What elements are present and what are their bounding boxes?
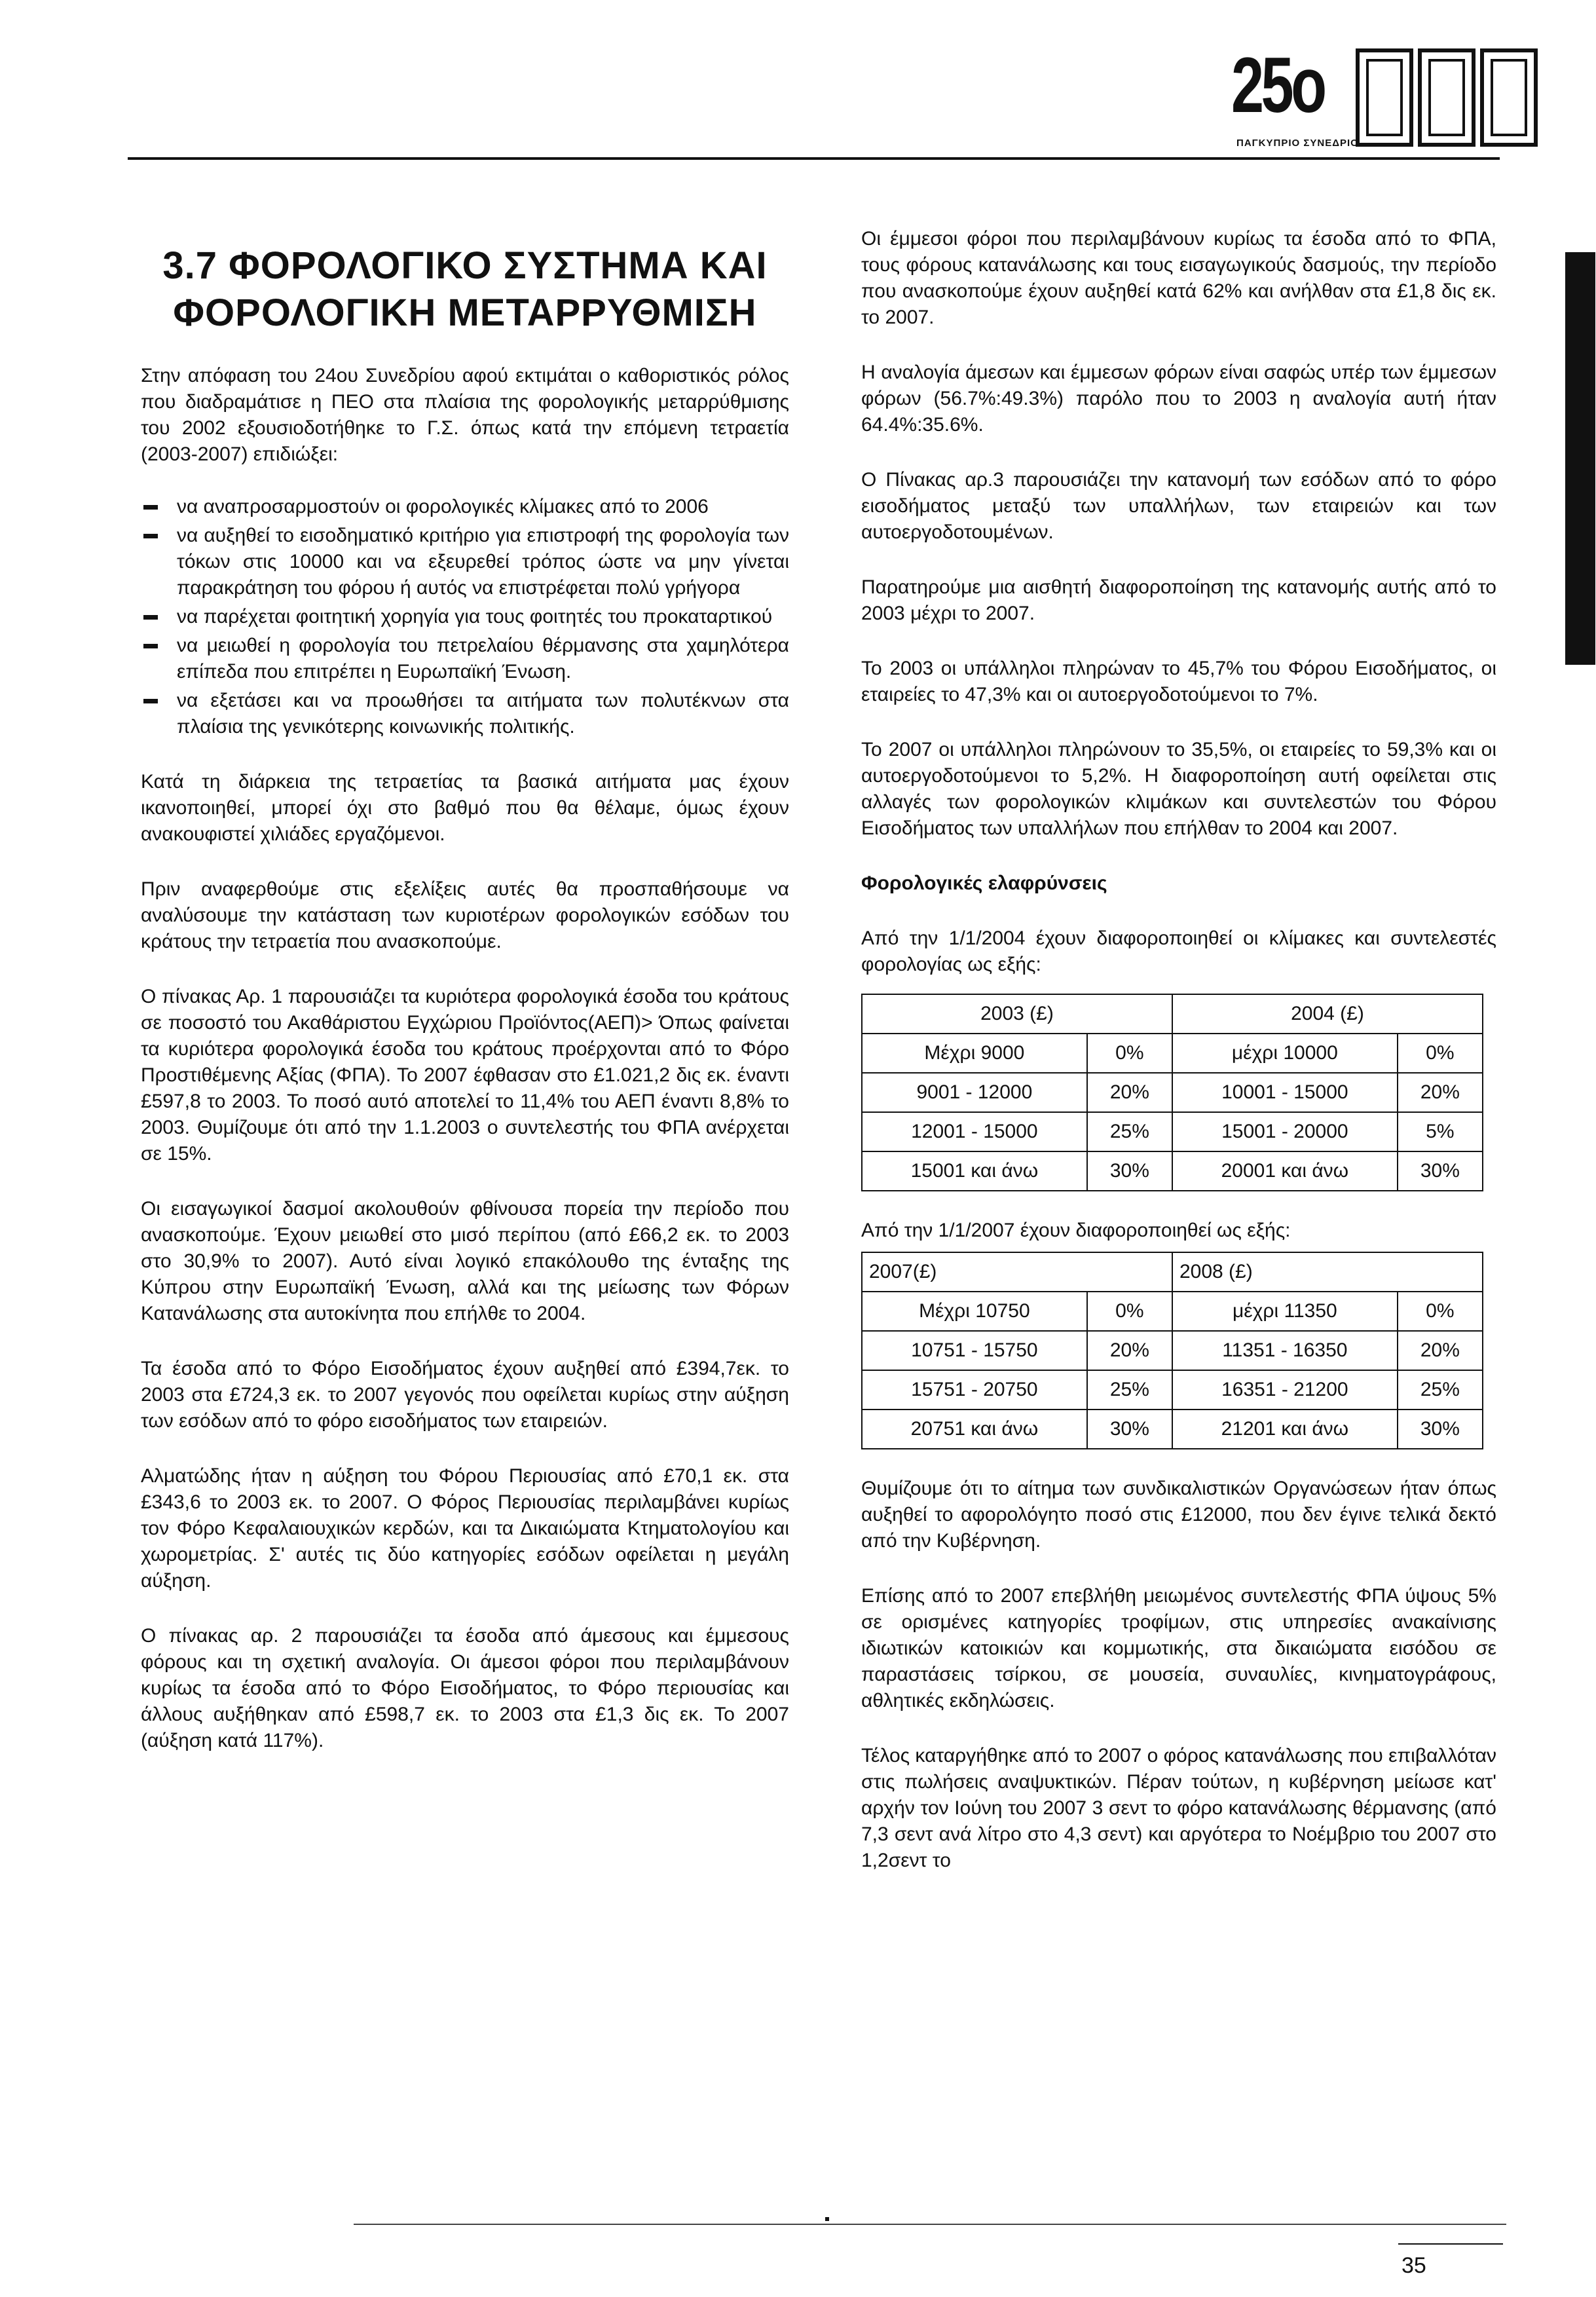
body-paragraph: Το 2007 οι υπάλληλοι πληρώνουν το 35,5%, οι εταιρείες το 59,3% και οι αυτοεργοδοτούμενοι το 5,2%. Η διαφοροποίηση αυτή οφείλεται στις αλλαγές των φορολογικών κλιμάκων και συντελεστών του Φόρου Εισοδήματος των υπαλλήλων που επήλθαν το 2004 και 2007. [861, 739, 1496, 839]
table-row [862, 1112, 1483, 1151]
table-cell: 25% [1087, 1370, 1172, 1410]
table-header-cell: 2007(£) [862, 1252, 1172, 1292]
table-cell: 15751 - 20750 [862, 1370, 1087, 1410]
table-cell: 0% [1087, 1034, 1172, 1073]
table-row [862, 1292, 1483, 1331]
body-paragraph: Επίσης από το 2007 επεβλήθη μειωμένος συντελεστής ΦΠΑ ύψους 5% σε ορισμένες κατηγορίες τροφίμων, στις υπηρεσίες ανακαίνισης ιδιωτικών κατοικιών και κομμωτικής, στα δικαιώματα εισόδου σε παραστάσεις τσίρκου, σε μουσεία, συναυλίες, κινηματογράφους, αθλητικές εκδηλώσεις. [861, 1585, 1496, 1711]
logo-letter-box [1356, 48, 1413, 147]
page-number: 35 [1401, 2253, 1426, 2278]
table-cell: 30% [1087, 1151, 1172, 1191]
left-column [141, 226, 789, 1783]
conference-logo [1231, 39, 1532, 154]
table-cell: 15001 - 20000 [1172, 1112, 1398, 1151]
list-item: να αναπροσαρμοστούν οι φορολογικές κλίμακες από το 2006 [141, 494, 789, 520]
table-header-cell: 2008 (£) [1172, 1252, 1483, 1292]
body-paragraph: Ο πίνακας Αρ. 1 παρουσιάζει τα κυριότερα φορολογικά έσοδα του κράτους σε ποσοστό του Ακαθάριστου Εγχώριου Προϊόντος(ΑΕΠ)> Όπως φαίνεται τα κυριότερα φορολογικά έσοδα του κράτους προέρχονται από το Φόρο Προστιθέμενης Αξίας (ΦΠΑ). Το 2007 έφθασαν στο £1.021,2 δις εκ. έναντι £597,8 το 2003. Το ποσό αυτό αποτελεί το 11,4% του ΑΕΠ έναντι 8,8% το 2003. Θυμίζουμε ότι από την 1.1.2003 ο συντελεστής του ΦΠΑ ανέρχεται σε 15%. [141, 986, 789, 1165]
table-row [862, 1370, 1483, 1410]
table-header-row [862, 1252, 1483, 1292]
table-cell: 0% [1087, 1292, 1172, 1331]
table-cell: 30% [1087, 1410, 1172, 1449]
table-cell: 25% [1398, 1370, 1483, 1410]
table-cell: Μέχρι 10750 [862, 1292, 1087, 1331]
table-cell: μέχρι 10000 [1172, 1034, 1398, 1073]
body-paragraph: Πριν αναφερθούμε στις εξελίξεις αυτές θα προσπαθήσουμε να αναλύσουμε την κατάσταση των κυριοτέρων φορολογικών εσόδων του κράτους την τετραετία που ανασκοπούμε. [141, 878, 789, 952]
table-cell: 21201 και άνω [1172, 1410, 1398, 1449]
body-paragraph: Αλματώδης ήταν η αύξηση του Φόρου Περιουσίας από £70,1 εκ. στα £343,6 το 2003 εκ. το 2007. Ο Φόρος Περιουσίας περιλαμβάνει κυρίως τον Φόρο Κεφαλαιουχικών κερδών, και τα Δικαιώματα Κτηματολογίου και χωρομετρίας. Σ' αυτές τις δύο κατηγορίες εσόδων οφείλεται η μεγάλη αύξηση. [141, 1465, 789, 1592]
table-row [862, 1410, 1483, 1449]
table-cell: 9001 - 12000 [862, 1073, 1087, 1112]
table-cell: 15001 και άνω [862, 1151, 1087, 1191]
list-item: να αυξηθεί το εισοδηματικό κριτήριο για επιστροφή της φορολογία των τόκων στις 10000 και να εξευρεθεί τρόπος ώστε να μην γίνεται παρακράτηση του φόρου ή αυτός να επιστρέφεται πολύ γρήγορα [141, 523, 789, 601]
table-cell: 0% [1398, 1292, 1483, 1331]
body-paragraph: Οι εισαγωγικοί δασμοί ακολουθούν φθίνουσα πορεία την περίοδο που ανασκοπούμε. Έχουν μειωθεί στο μισό περίπου (από £66,2 εκ. το 2003 στο 30,9% το 2007). Αυτό είναι λογικό επακόλουθο της ένταξης της Κύπρου στην Ευρωπαϊκή Ένωση, αλλά και της μείωσης των Φόρων Κατανάλωσης στα αυτοκίνητα που επήλθε το 2004. [141, 1198, 789, 1324]
table-header-cell: 2003 (£) [862, 994, 1172, 1034]
table-cell: 20% [1398, 1073, 1483, 1112]
body-paragraph: Θυμίζουμε ότι το αίτημα των συνδικαλιστικών Οργανώσεων ήταν όπως αυξηθεί το αφορολόγητο ποσό στις £12000, που δεν έγινε τελικά δεκτό από την Κυβέρνηση. [861, 1478, 1496, 1552]
table-row [862, 1034, 1483, 1073]
page-number-rule [1398, 2243, 1503, 2245]
right-column [861, 226, 1496, 1903]
header-rule [128, 157, 1500, 160]
side-tab-marker [1565, 252, 1595, 665]
table-row [862, 1331, 1483, 1370]
table-cell: 20% [1087, 1073, 1172, 1112]
body-paragraph: Κατά τη διάρκεια της τετραετίας τα βασικά αιτήματα μας έχουν ικανοποιηθεί, μπορεί όχι στο βαθμό που θα θέλαμε, όμως έχουν ανακουφιστεί χιλιάδες εργαζόμενοι. [141, 771, 789, 845]
table-cell: 20751 και άνω [862, 1410, 1087, 1449]
table-cell: 5% [1398, 1112, 1483, 1151]
table-row [862, 1073, 1483, 1112]
table-header-row [862, 994, 1483, 1034]
table-caption: Από την 1/1/2004 έχουν διαφοροποιηθεί οι κλίμακες και συντελεστές φορολογίας ως εξής: [861, 927, 1496, 975]
body-paragraph: Παρατηρούμε μια αισθητή διαφοροποίηση της κατανομής αυτής από το 2003 μέχρι το 2007. [861, 576, 1496, 624]
body-paragraph: Τέλος καταργήθηκε από το 2007 ο φόρος κατανάλωσης που επιβαλλόταν στις πωλήσεις αναψυκτικών. Πέραν τούτων, η κυβέρνηση μείωσε κατ' αρχήν τον Ιούνη του 2007 3 σεντ το φόρο κατανάλωσης θέρμανσης (από 7,3 σεντ ανά λίτρο στο 4,3 σεντ) και αργότερα το Νοέμβριο του 2007 στο 1,2σεντ το [861, 1745, 1496, 1871]
table-caption: Από την 1/1/2007 έχουν διαφοροποιηθεί ως εξής: [861, 1220, 1291, 1241]
table-header-cell: 2004 (£) [1172, 994, 1483, 1034]
table-cell: 20% [1087, 1331, 1172, 1370]
table-row [862, 1151, 1483, 1191]
footer-dot [825, 2217, 829, 2221]
table-cell: μέχρι 11350 [1172, 1292, 1398, 1331]
table-cell: 10751 - 15750 [862, 1331, 1087, 1370]
list-item: να εξετάσει και να προωθήσει τα αιτήματα των πολυτέκνων στα πλαίσια της γενικότερης κοινωνικής πολιτικής. [141, 688, 789, 740]
table-cell: 16351 - 21200 [1172, 1370, 1398, 1410]
tax-brackets-table-2008 [861, 1252, 1483, 1449]
body-paragraph: Η αναλογία άμεσων και έμμεσων φόρων είναι σαφώς υπέρ των έμμεσων φόρων (56.7%:49.3%) παρόλο που το 2003 η αναλογία αυτή ήταν 64.4%:35.6%. [861, 362, 1496, 436]
table-cell: 11351 - 16350 [1172, 1331, 1398, 1370]
body-paragraph: Τα έσοδα από το Φόρο Εισοδήματος έχουν αυξηθεί από £394,7εκ. το 2003 στα £724,3 εκ. το 2007 γεγονός που οφείλεται κυρίως στην αύξηση των εσόδων από το φόρο εισοδήματος των εταιρειών. [141, 1358, 789, 1432]
goals-list [141, 494, 789, 740]
table-cell: 12001 - 15000 [862, 1112, 1087, 1151]
logo-letter-box [1418, 48, 1475, 147]
list-item: να μειωθεί η φορολογία του πετρελαίου θέρμανσης στα χαμηλότερα επίπεδα που επιτρέπει η Ευρωπαϊκή Ένωση. [141, 633, 789, 685]
body-paragraph: Ο πίνακας αρ. 2 παρουσιάζει τα έσοδα από άμεσους και έμμεσους φόρους και τη σχετική αναλογία. Οι άμεσοι φόροι που περιλαμβάνουν κυρίως τα έσοδα από το Φόρο Εισοδήματος, το Φόρο περιουσίας και άλλους αυξήθηκαν από £598,7 εκ. το 2003 στα £1,3 δις εκ. Το 2007 (αύξηση κατά 117%). [141, 1625, 789, 1751]
body-paragraph: Το 2003 οι υπάλληλοι πληρώναν το 45,7% του Φόρου Εισοδήματος, οι εταιρείες το 47,3% και οι αυτοεργοδοτούμενοι το 7%. [861, 658, 1496, 705]
logo-number: 25ο [1231, 41, 1324, 129]
subsection-heading: Φορολογικές ελαφρύνσεις [861, 872, 1107, 894]
section-title: 3.7 ΦΟΡΟΛΟΓΙΚΟ ΣΥΣΤΗΜΑ ΚΑΙ ΦΟΡΟΛΟΓΙΚΗ ΜΕΤΑΡΡΥΘΜΙΣΗ [162, 244, 768, 334]
body-paragraph: Ο Πίνακας αρ.3 παρουσιάζει την κατανομή των εσόδων από το φόρο εισοδήματος μεταξύ των υπαλλήλων, των εταιρειών και των αυτοεργοδοτουμένων. [861, 469, 1496, 543]
table-cell: 30% [1398, 1151, 1483, 1191]
list-item: να παρέχεται φοιτητική χορηγία για τους φοιτητές του προκαταρτικού [141, 604, 789, 630]
table-cell: 0% [1398, 1034, 1483, 1073]
table-cell: 20001 και άνω [1172, 1151, 1398, 1191]
footer-rule [354, 2224, 1506, 2225]
table-cell: 30% [1398, 1410, 1483, 1449]
tax-brackets-table-2004 [861, 994, 1483, 1191]
table-cell: Μέχρι 9000 [862, 1034, 1087, 1073]
table-cell: 25% [1087, 1112, 1172, 1151]
table-cell: 20% [1398, 1331, 1483, 1370]
intro-paragraph: Στην απόφαση του 24ου Συνεδρίου αφού εκτιμάται ο καθοριστικός ρόλος που διαδραμάτισε η ΠΕΟ στα πλαίσια της φορολογικής μεταρρύθμισης του 2002 εξουσιοδοτήθηκε το Γ.Σ. όπως κατά την επόμενη τετραετία (2003-2007) επιδιώξει: [141, 365, 789, 465]
table-cell: 10001 - 15000 [1172, 1073, 1398, 1112]
logo-letter-box [1480, 48, 1538, 147]
body-paragraph: Οι έμμεσοι φόροι που περιλαμβάνουν κυρίως τα έσοδα από το ΦΠΑ, τους φόρους κατανάλωσης και τους εισαγωγικούς δασμούς, την περίοδο που ανασκοπούμε έχουν αυξηθεί κατά 62% και ανήλθαν στα £1,8 δις εκ. το 2007. [861, 228, 1496, 328]
logo-subtitle: ΠΑΓΚΥΠΡΙΟ ΣΥΝΕΔΡΙΟ [1236, 138, 1359, 149]
